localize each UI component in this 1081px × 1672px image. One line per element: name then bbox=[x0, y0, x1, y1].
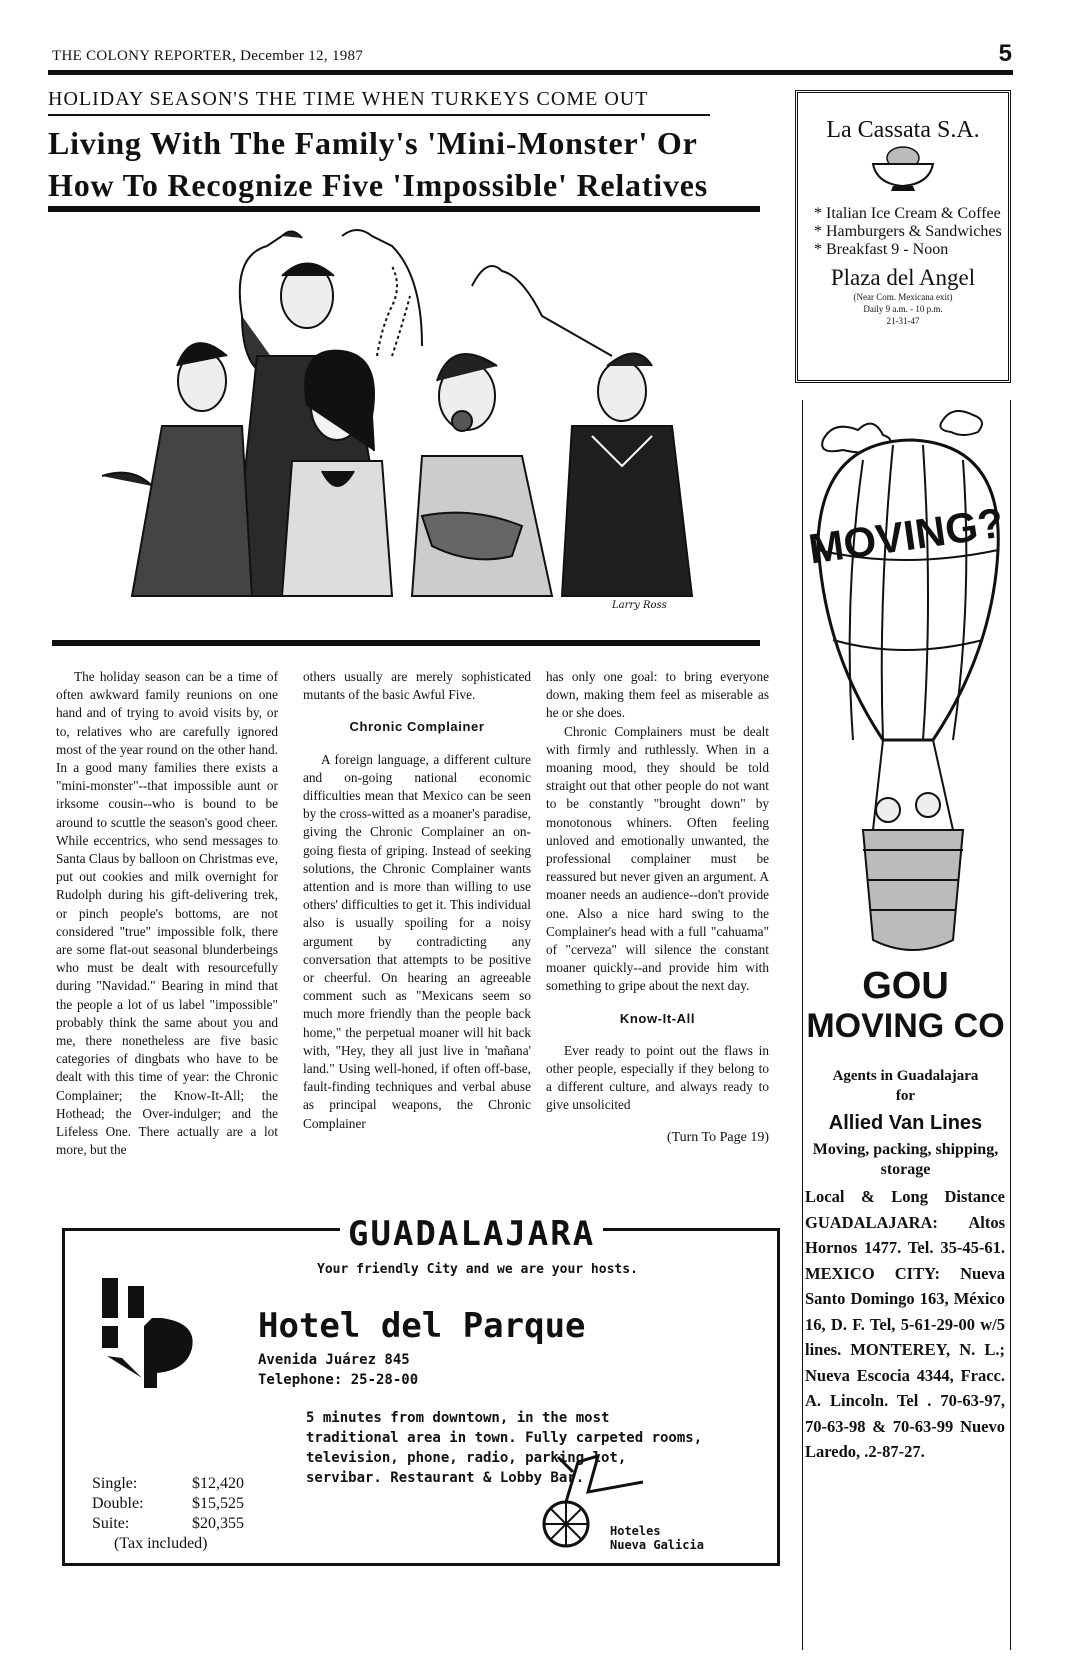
art-rule bbox=[52, 640, 760, 646]
column-2-text: A foreign language, a different culture and on-going national economic difficulties mean that Mexico can be seen by the cross-witted as a moaner's paradise, giving the Chronic Complainer an on-going fiesta of griping. Instead of seeking solutions, the Chronic Complainer wants attention and is more than willing to use others' difficulties to get it. This individual also is usually spoiling for a noisy argument by contradicting any conversation that attempts to be positive or cheerful. On hearing an agreeable comment such as "Mexicans seem so much more friendly than the people back home," the perpetual moaner will hit back with, "Hey, they all just live in 'mañana' land." Using well-honed, if often off-base, fault-finding techniques and verbal abuse as principal weapons, the Chronic Complainer bbox=[303, 751, 531, 1131]
moving-details: Local & Long Distance GUADALAJARA: Altos Hornos 1477. Tel. 35-45-61. MEXICO CITY: Nueva Santo Domingo 163, México 16, D. F. Tel, 5-61-29-00 w/5 lines. MONTEREY, N. L.; Nueva Escocia 4344, Fracc. A. Lincoln. Tel . 70-63-97, 70-63-98 & 70-63-99 Nuevo Laredo, .2-87-27. bbox=[805, 1187, 1005, 1461]
rate-tax-note: (Tax included) bbox=[114, 1535, 208, 1552]
subhead-chronic-complainer: Chronic Complainer bbox=[349, 719, 485, 735]
continued-notice: (Turn To Page 19) bbox=[666, 1129, 769, 1145]
moving-company-name bbox=[803, 966, 1008, 1046]
cassata-item: * Italian Ice Cream & Coffee bbox=[814, 205, 1001, 222]
cassata-name: La Cassata S.A. bbox=[826, 117, 980, 143]
hotel-logo-icon bbox=[102, 1278, 202, 1388]
article-column-2 bbox=[303, 668, 531, 1133]
balloon-text: MOVING? bbox=[805, 498, 1007, 573]
hotel-city: GUADALAJARA bbox=[340, 1214, 603, 1254]
column-3-text: Chronic Complainers must be dealt with firmly and ruthlessly. When in a moaning mood, they should be told straight out that other people do not want to be constantly "brought down" by monotonous whiners. Often feeling unloved and emotionally unwanted, the professional complainer must be reassured but never given an argument. A moaner needs an audience--don't provide one. Also a nice hard swing to the Complainer's head with a full "cahuama" of "cerveza" will silence the constant moaner quickly--and provide him with something to gripe about the next day. bbox=[546, 723, 769, 994]
headline-line-2: How To Recognize Five 'Impossible' Relatives bbox=[48, 167, 709, 203]
cassata-items bbox=[812, 205, 1008, 259]
chain-line-1: Hoteles bbox=[610, 1524, 661, 1538]
company-name-2: MOVING CO bbox=[806, 1007, 1005, 1045]
allied-line: Allied Van Lines bbox=[828, 1112, 983, 1134]
kicker: HOLIDAY SEASON'S THE TIME WHEN TURKEYS COME OUT bbox=[48, 88, 649, 110]
cassata-item: * Breakfast 9 - Noon bbox=[814, 241, 949, 258]
ad-la-cassata bbox=[795, 90, 1011, 383]
company-name-1: GOU bbox=[862, 965, 949, 1007]
cassata-phone: 21-31-47 bbox=[886, 316, 920, 326]
column-3-text-2: Ever ready to point out the flaws in other people, especially if they belong to a different culture, and always ready to give unsolicited bbox=[546, 1042, 769, 1113]
ad-hotel-del-parque bbox=[62, 1214, 780, 1566]
artist-signature: Larry Ross bbox=[612, 600, 667, 611]
column-2-intro: others usually are merely sophisticated mutants of the basic Awful Five. bbox=[303, 669, 531, 703]
hotel-chain-name bbox=[610, 1524, 704, 1552]
hotel-description: 5 minutes from downtown, in the most traditional area in town. Fully carpeted rooms, television, phone, radio, parking lot, servibar. Restaurant & Lobby Bar. bbox=[306, 1410, 703, 1486]
cassata-hours: Daily 9 a.m. - 10 p.m. bbox=[863, 304, 943, 314]
family-illustration bbox=[92, 216, 732, 616]
hotel-rates bbox=[92, 1474, 244, 1554]
hotel-tagline: Your friendly City and we are your hosts. bbox=[317, 1262, 638, 1277]
masthead-rule bbox=[48, 70, 1013, 75]
ad-gou-moving bbox=[802, 400, 1011, 1650]
subhead-know-it-all: Know-It-All bbox=[619, 1010, 696, 1026]
masthead bbox=[52, 40, 1012, 68]
hotel-phone: Telephone: 25-28-00 bbox=[258, 1372, 419, 1388]
article-column-1 bbox=[56, 668, 278, 1159]
column-1-text: The holiday season can be a time of often awkward family reunions on one hand and of trying to avoid visits by, or to, relatives who are carefully ignored most of the year round on the other hand. In a good many families there exists a "mini-monster"--that impossible aunt or irksome cousin--who is bound to be around to scuttle the season's good cheer. While eccentrics, who send messages to Santa Claus by balloon on Christmas eve, put out cookies and milk overnight for Rudolph during his gift-delivering trek, or pinch people's bottoms, are not considered "true" impossible folk, there are some flat-out seasonal blunderbeings who must be dealt with resourcefully during "Navidad." Bearing in mind that the people a lot of us label "impossible" probably think the same about you and me, there nonetheless are five basic categories of dingbats who have to be dealt with this time of year: the Chronic Complainer; the Know-It-All; the Hothead; the Over-indulger; and the Lifeless One. There actually are a lot more, but the bbox=[56, 669, 278, 1158]
ice-cream-bowl-icon bbox=[863, 144, 943, 192]
paper-title: THE COLONY REPORTER, December 12, 1987 bbox=[52, 48, 364, 64]
cassata-place: Plaza del Angel bbox=[830, 265, 976, 290]
agents-line: Agents in Guadalajara bbox=[832, 1068, 979, 1084]
for-line: for bbox=[895, 1088, 916, 1104]
hot-air-balloon-illustration bbox=[803, 400, 1008, 1000]
article-column-3 bbox=[546, 668, 769, 1147]
headline-rule bbox=[48, 206, 760, 212]
headline-line-1: Living With The Family's 'Mini-Monster' Or bbox=[48, 125, 698, 161]
headline bbox=[48, 122, 748, 206]
illustration-drawing bbox=[92, 216, 732, 616]
cassata-item: * Hamburgers & Sandwiches bbox=[814, 223, 1002, 240]
page-number: 5 bbox=[998, 40, 1012, 67]
chain-line-2: Nueva Galicia bbox=[610, 1538, 704, 1552]
rate-row: Single: $12,420 bbox=[92, 1475, 244, 1492]
kicker-rule bbox=[48, 114, 710, 116]
rate-row: Double: $15,525 bbox=[92, 1495, 244, 1512]
moving-agents bbox=[803, 1066, 1008, 1180]
column-3-intro: has only one goal: to bring everyone down, making them feel as miserable as he or she does. bbox=[546, 669, 769, 721]
rate-row: Suite: $20,355 bbox=[92, 1515, 244, 1532]
hotel-name: Hotel del Parque bbox=[258, 1306, 586, 1346]
cassata-note: (Near Com. Mexicana exit) bbox=[853, 292, 953, 302]
services-line: Moving, packing, shipping, storage bbox=[812, 1141, 999, 1178]
hotel-address: Avenida Juárez 845 bbox=[258, 1352, 410, 1368]
